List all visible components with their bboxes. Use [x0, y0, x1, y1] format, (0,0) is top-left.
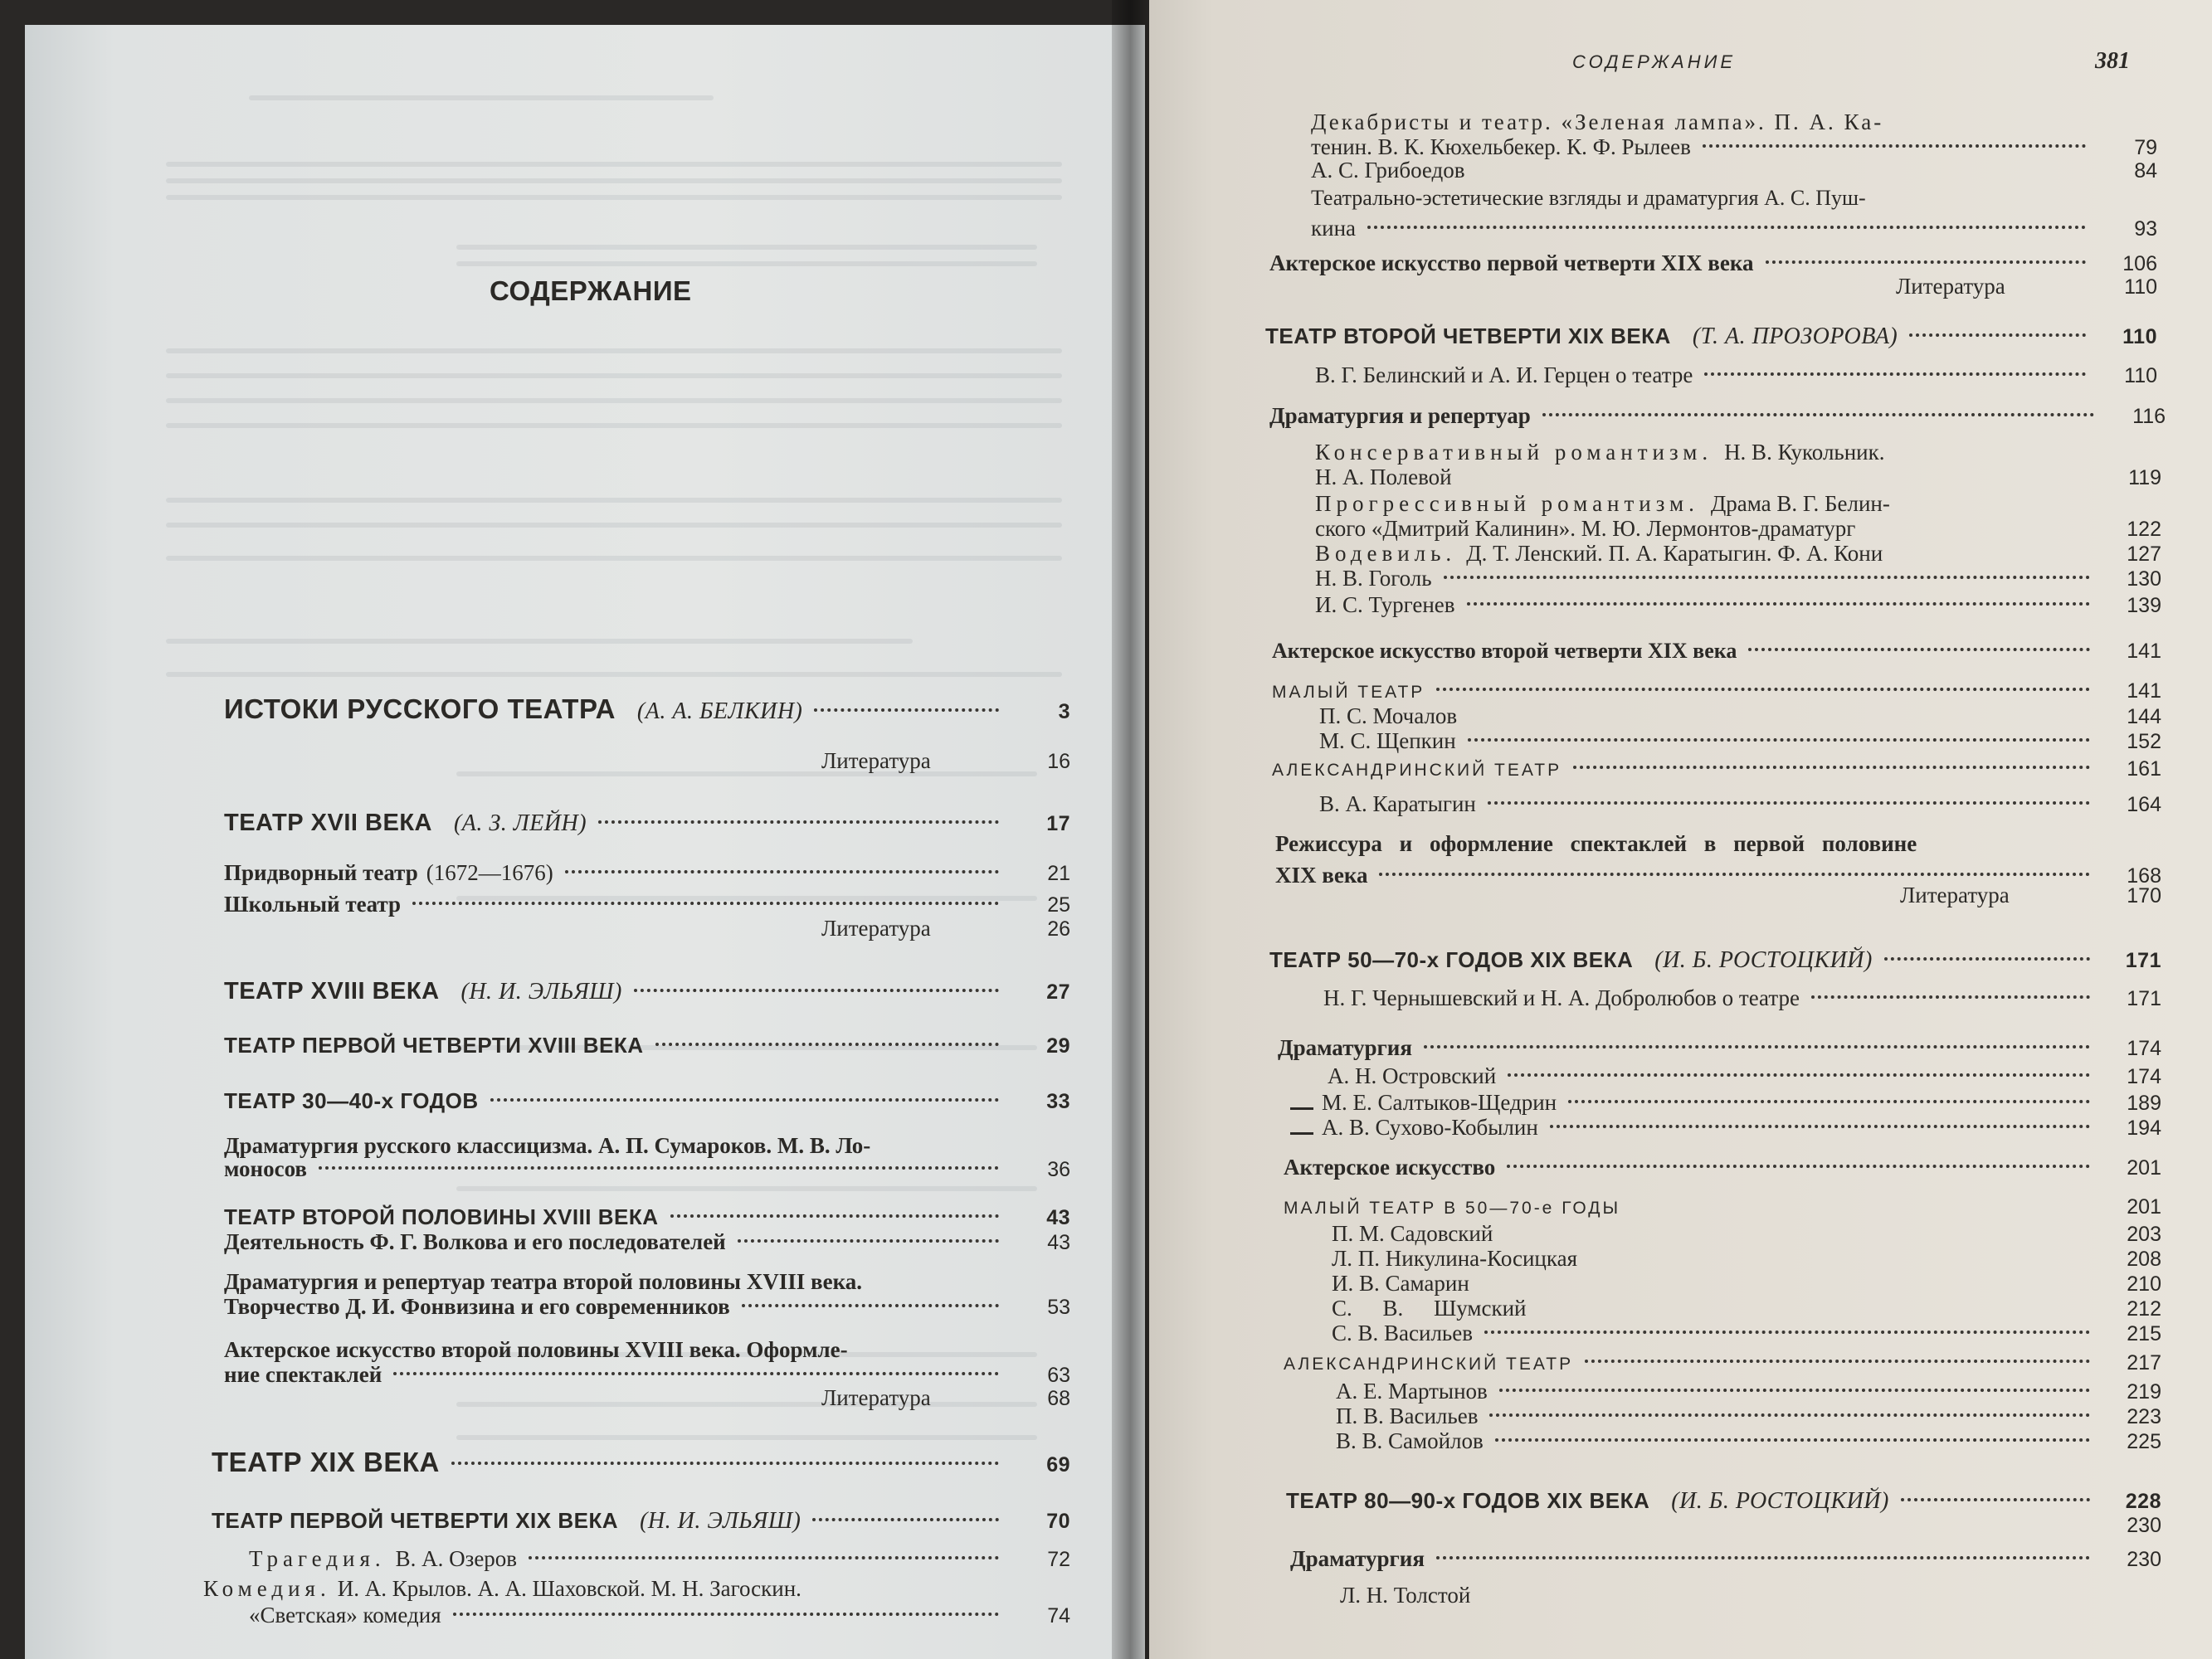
toc-entry-akter-pervoy-xix[interactable]: Актерское искусство первой четверти XIX века 106	[1269, 251, 2157, 275]
toc-entry-mochalov[interactable]: П. С. Мочалов 144	[1319, 703, 2161, 728]
toc-entry-volkov[interactable]: Деятельность Ф. Г. Волкова и его последователей 43	[224, 1229, 1070, 1254]
toc-entry-maly-2[interactable]: МАЛЫЙ ТЕАТР В 50—70-е ГОДЫ 201	[1284, 1195, 2161, 1219]
toc-entry-komediya-line2[interactable]: «Светская» комедия 74	[249, 1603, 1070, 1627]
toc-entry-sadovsky[interactable]: П. М. Садовский 203	[1332, 1221, 2161, 1246]
toc-entry-shkolny[interactable]: Школьный театр 25	[224, 892, 1070, 917]
toc-entry-akter-vtoroy-xix[interactable]: Актерское искусство второй четверти XIX века 141	[1272, 639, 2161, 663]
toc-entry-martynov[interactable]: А. Е. Мартынов 219	[1336, 1379, 2161, 1404]
toc-entry-xviii[interactable]: ТЕАТР XVIII ВЕКА (Н. И. ЭЛЬЯШ) 27	[224, 978, 1070, 1005]
toc-entry-literature-2[interactable]: Литература 170	[1900, 883, 2161, 907]
toc-entry-30-40[interactable]: ТЕАТР 30—40-х ГОДОВ 33	[224, 1088, 1070, 1113]
toc-entry-akter-xviii-line1[interactable]: Актерское искусство второй половины XVIII века. Оформле-	[224, 1337, 848, 1362]
toc-entry-xix[interactable]: ТЕАТР XIX ВЕКА 69	[212, 1447, 1070, 1477]
toc-entry-dekabristy-line2[interactable]: тенин. В. К. Кюхельбекер. К. Ф. Рылеев 79	[1311, 134, 2157, 159]
toc-entry-50-70[interactable]: ТЕАТР 50—70-х ГОДОВ XIX ВЕКА (И. Б. РОСТОЦКИЙ) 171	[1269, 947, 2161, 973]
toc-entry-80-90[interactable]: ТЕАТР 80—90-х ГОДОВ XIX ВЕКА (И. Б. РОСТОЦКИЙ) 228	[1286, 1488, 2161, 1514]
toc-entry-progress-line1[interactable]: Прогрессивный романтизм. Драма В. Г. Белин-	[1315, 491, 1890, 516]
pencil-dash-mark	[1290, 1132, 1313, 1135]
toc-entry-ostrovsky[interactable]: А. Н. Островский 174	[1328, 1063, 2161, 1088]
toc-entry-tragediya[interactable]: Трагедия. В. А. Озеров 72	[249, 1546, 1070, 1571]
toc-entry-turgenev[interactable]: И. С. Тургенев 139	[1315, 592, 2161, 617]
toc-entry-vasiliev-s[interactable]: С. В. Васильев 215	[1332, 1321, 2161, 1345]
toc-entry-karatygin[interactable]: В. А. Каратыгин 164	[1319, 791, 2161, 816]
running-head: СОДЕРЖАНИЕ	[1572, 51, 1737, 72]
toc-entry-pridvorny[interactable]: Придворный театр (1672—1676) 21	[224, 860, 1070, 885]
toc-entry-komediya-line1[interactable]: Комедия. И. А. Крылов. А. А. Шаховской. М. Н. Загоскин.	[203, 1576, 801, 1601]
toc-entry-maly-1[interactable]: МАЛЫЙ ТЕАТР 141	[1272, 679, 2161, 703]
toc-entry-konserv-line1[interactable]: Консервативный романтизм. Н. В. Кукольник.	[1315, 440, 1885, 465]
toc-entry-repertuar-line1[interactable]: Драматургия и репертуар театра второй половины XVIII века.	[224, 1269, 862, 1294]
toc-entry-gogol[interactable]: Н. В. Гоголь 130	[1315, 566, 2161, 591]
toc-entry-repertuar-line2[interactable]: Творчество Д. И. Фонвизина и его современников 53	[224, 1294, 1070, 1319]
toc-entry-samarin[interactable]: И. В. Самарин 210	[1332, 1271, 2161, 1296]
toc-entry-belinsky[interactable]: В. Г. Белинский и А. И. Герцен о театре 110	[1315, 362, 2157, 387]
toc-entry-sukhovo[interactable]: А. В. Сухово-Кобылин 194	[1290, 1113, 2161, 1142]
contents-title: СОДЕРЖАНИЕ	[490, 275, 692, 306]
toc-entry-nikulina[interactable]: Л. П. Никулина-Косицкая 208	[1332, 1246, 2161, 1271]
toc-entry-istoki[interactable]: ИСТОКИ РУССКОГО ТЕАТРА (А. А. БЕЛКИН) 3	[224, 693, 1070, 724]
toc-entry-extra-page: 230	[2127, 1514, 2161, 1537]
toc-entry-vtoroy-xix[interactable]: ТЕАТР ВТОРОЙ ЧЕТВЕРТИ XIX ВЕКА (Т. А. ПРОЗОРОВА) 110	[1265, 324, 2157, 349]
toc-entry-akter-isk[interactable]: Актерское искусство 201	[1284, 1155, 2161, 1180]
toc-entry-samoylov[interactable]: В. В. Самойлов 225	[1336, 1428, 2161, 1453]
toc-entry-dekabristy-line1[interactable]: Декабристы и театр. «Зеленая лампа». П. А. Ка-	[1311, 109, 1884, 134]
toc-entry-tolstoy[interactable]: Л. Н. Толстой	[1340, 1583, 1471, 1608]
toc-entry-vasiliev-p[interactable]: П. В. Васильев 223	[1336, 1404, 2161, 1428]
toc-entry-pervoy-xix[interactable]: ТЕАТР ПЕРВОЙ ЧЕТВЕРТИ XIX ВЕКА (Н. И. ЭЛЬЯШ) 70	[212, 1508, 1070, 1534]
left-page	[25, 25, 1145, 1659]
pencil-dash-mark	[1290, 1107, 1313, 1110]
toc-entry-dramaturgiya-1[interactable]: Драматургия 174	[1278, 1035, 2161, 1060]
toc-entry-shchepkin[interactable]: М. С. Щепкин 152	[1319, 728, 2161, 753]
toc-entry-xvii-literature[interactable]: Литература 26	[821, 916, 1070, 941]
toc-entry-istoki-literature[interactable]: Литература 16	[821, 748, 1070, 773]
toc-entry-klassicizm-line2[interactable]: моносов 36	[224, 1156, 1070, 1181]
book-gutter	[1112, 0, 1149, 1659]
toc-entry-vtoroy-xviii[interactable]: ТЕАТР ВТОРОЙ ПОЛОВИНЫ XVIII ВЕКА 43	[224, 1204, 1070, 1229]
right-page	[1149, 0, 2212, 1659]
toc-entry-vodevil[interactable]: Водевиль. Д. Т. Ленский. П. А. Каратыгин. Ф. А. Кони 127	[1315, 541, 2161, 566]
toc-entry-literature-1[interactable]: Литература 110	[1896, 274, 2157, 299]
toc-entry-shumsky[interactable]: С. В. Шумский 212	[1332, 1296, 2161, 1321]
toc-entry-rezhissura-line2[interactable]: XIX века 168	[1275, 863, 2161, 888]
toc-entry-chernyshevsky[interactable]: Н. Г. Чернышевский и Н. А. Добролюбов о театре 171	[1323, 985, 2161, 1010]
page-number: 381	[2095, 48, 2130, 74]
toc-entry-pushkin-line1[interactable]: Театрально-эстетические взгляды и драматургия А. С. Пуш-	[1311, 186, 1866, 210]
toc-entry-pushkin-line2[interactable]: кина 93	[1311, 216, 2157, 241]
toc-entry-xviii-literature[interactable]: Литература 68	[821, 1385, 1070, 1410]
toc-entry-konserv-line2[interactable]: Н. А. Полевой 119	[1315, 465, 2161, 489]
toc-entry-saltykov[interactable]: М. Е. Салтыков-Щедрин 189	[1290, 1088, 2161, 1117]
toc-entry-dram-rep[interactable]: Драматургия и репертуар 116	[1269, 403, 2166, 428]
toc-entry-xvii[interactable]: ТЕАТР XVII ВЕКА (А. З. ЛЕЙН) 17	[224, 810, 1070, 836]
toc-entry-klassicizm-line1[interactable]: Драматургия русского классицизма. А. П. Сумароков. М. В. Ло-	[224, 1133, 871, 1158]
toc-entry-rezhissura-line1[interactable]: Режиссура и оформление спектаклей в первой половине	[1275, 831, 1917, 856]
toc-entry-progress-line2[interactable]: ского «Дмитрий Калинин». М. Ю. Лермонтов-драматург 122	[1315, 516, 2161, 541]
toc-entry-alex-2[interactable]: АЛЕКСАНДРИНСКИЙ ТЕАТР 217	[1284, 1351, 2161, 1374]
toc-entry-dramaturgiya-2[interactable]: Драматургия 230	[1290, 1546, 2161, 1571]
toc-entry-pervoy-xviii[interactable]: ТЕАТР ПЕРВОЙ ЧЕТВЕРТИ XVIII ВЕКА 29	[224, 1033, 1070, 1058]
toc-entry-akter-xviii-line2[interactable]: ние спектаклей 63	[224, 1362, 1070, 1387]
toc-entry-griboedov[interactable]: А. С. Грибоедов 84	[1311, 158, 2157, 182]
toc-entry-alex-1[interactable]: АЛЕКСАНДРИНСКИЙ ТЕАТР 161	[1272, 757, 2161, 781]
